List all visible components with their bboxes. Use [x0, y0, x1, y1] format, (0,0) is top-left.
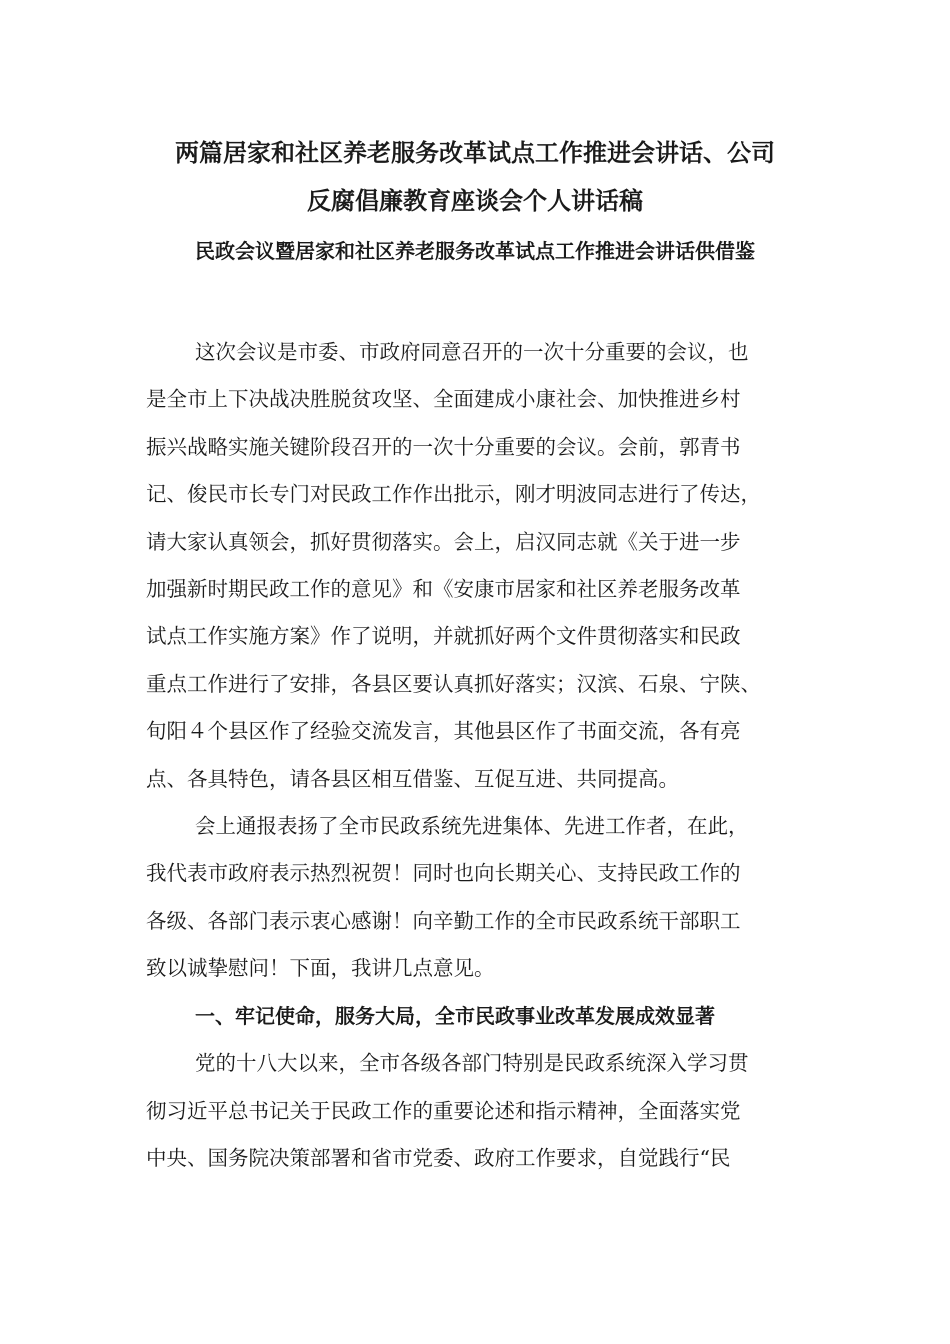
paragraph-line: 重点工作进行了安排，各县区要认真抓好落实；汉滨、石泉、宁陕、 [146, 672, 761, 696]
paragraph-line: 我代表市政府表示热烈祝贺！同时也向长期关心、支持民政工作的 [146, 861, 741, 885]
paragraph-line: 这次会议是市委、市政府同意召开的一次十分重要的会议，也 [195, 340, 749, 364]
paragraph-line: 加强新时期民政工作的意见》和《安康市居家和社区养老服务改革 [146, 577, 741, 601]
paragraph-line: 请大家认真领会，抓好贯彻落实。会上，启汉同志就《关于进一步 [146, 530, 741, 554]
document-title-line-1: 两篇居家和社区养老服务改革试点工作推进会讲话、公司 [175, 139, 775, 167]
document-title-line-2: 反腐倡廉教育座谈会个人讲话稿 [307, 187, 643, 215]
paragraph-line: 中央、国务院决策部署和省市党委、政府工作要求，自觉践行“民 [146, 1146, 731, 1170]
paragraph-line: 会上通报表扬了全市民政系统先进集体、先进工作者，在此， [195, 814, 749, 838]
paragraph-line: 致以诚挚慰问！下面，我讲几点意见。 [146, 956, 495, 980]
paragraph-line: 彻习近平总书记关于民政工作的重要论述和指示精神，全面落实党 [146, 1099, 741, 1123]
paragraph-line: 点、各具特色，请各县区相互借鉴、互促互进、共同提高。 [146, 767, 679, 791]
paragraph-line: 振兴战略实施关键阶段召开的一次十分重要的会议。会前，郭青书 [146, 435, 741, 459]
paragraph-line: 是全市上下决战决胜脱贫攻坚、全面建成小康社会、加快推进乡村 [146, 387, 741, 411]
paragraph-line: 旬阳４个县区作了经验交流发言，其他县区作了书面交流，各有亮 [146, 719, 741, 743]
paragraph-line: 各级、各部门表示衷心感谢！向辛勤工作的全市民政系统干部职工 [146, 909, 741, 933]
document-subtitle: 民政会议暨居家和社区养老服务改革试点工作推进会讲话供借鉴 [195, 239, 755, 263]
section-heading: 一、牢记使命，服务大局，全市民政事业改革发展成效显著 [195, 1004, 715, 1028]
paragraph-line: 记、俊民市长专门对民政工作作出批示，刚才明波同志进行了传达， [146, 482, 761, 506]
paragraph-line: 党的十八大以来，全市各级各部门特别是民政系统深入学习贯 [195, 1051, 749, 1075]
paragraph-line: 试点工作实施方案》作了说明，并就抓好两个文件贯彻落实和民政 [146, 624, 741, 648]
